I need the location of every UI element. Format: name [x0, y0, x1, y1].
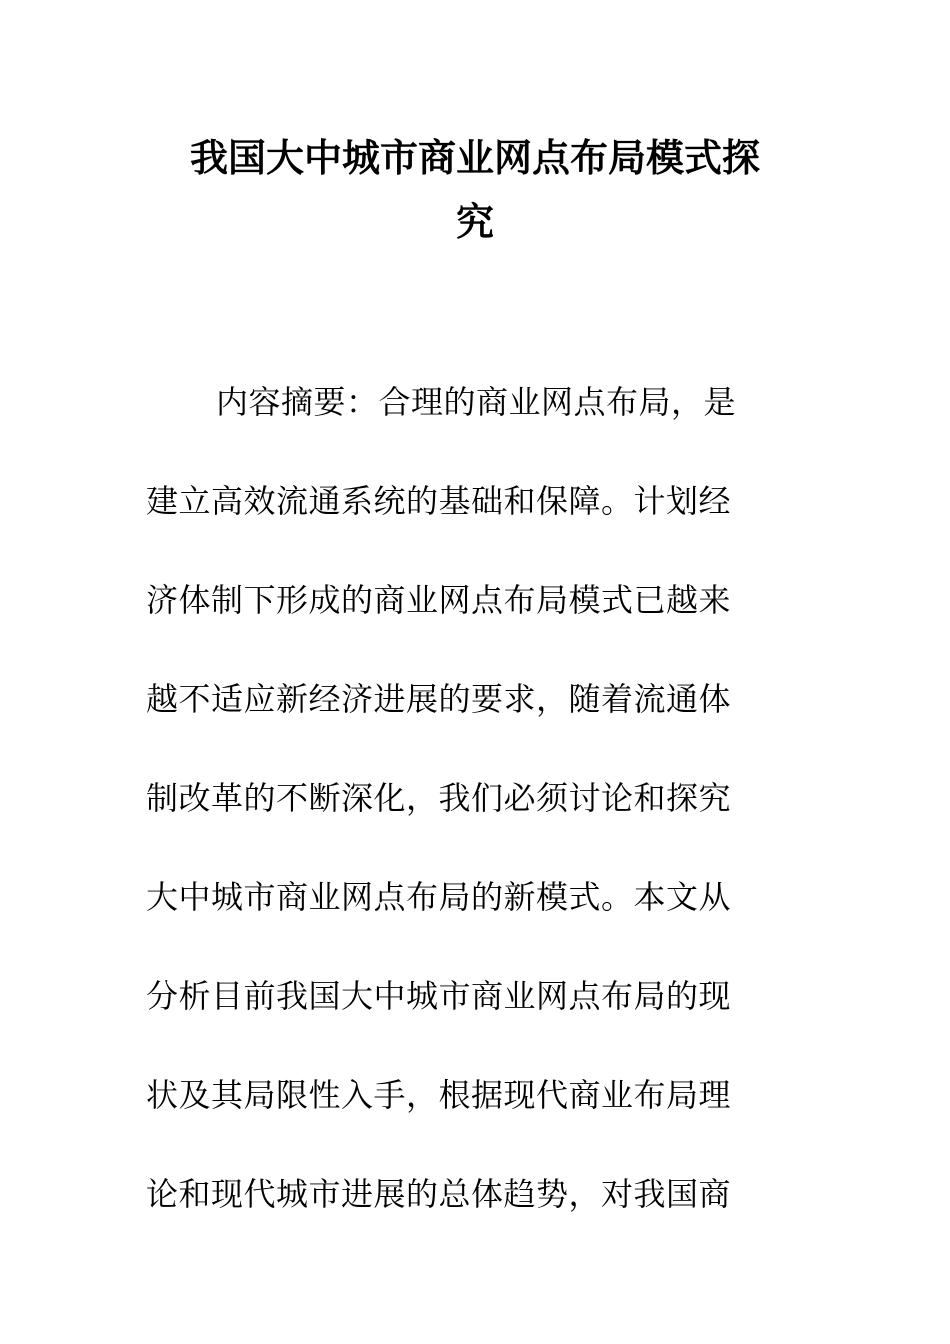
abstract-line: 内容摘要：合理的商业网点布局，是 — [216, 383, 737, 421]
title-line-1: 我国大中城市商业网点布局模式探 — [189, 135, 760, 180]
document-title — [160, 126, 790, 254]
abstract-line: 建立高效流通系统的基础和保障。计划经 — [146, 482, 732, 520]
abstract-line: 状及其局限性入手，根据现代商业布局理 — [146, 1076, 732, 1114]
abstract-paragraph — [146, 372, 786, 1263]
abstract-line: 越不适应新经济进展的要求，随着流通体 — [146, 680, 732, 718]
abstract-line: 论和现代城市进展的总体趋势，对我国商 — [146, 1175, 732, 1213]
abstract-line: 济体制下形成的商业网点布局模式已越来 — [146, 581, 732, 619]
abstract-line: 制改革的不断深化，我们必须讨论和探究 — [146, 779, 732, 817]
abstract-line: 分析目前我国大中城市商业网点布局的现 — [146, 977, 732, 1015]
abstract-line: 大中城市商业网点布局的新模式。本文从 — [146, 878, 732, 916]
title-line-2: 究 — [455, 199, 494, 244]
